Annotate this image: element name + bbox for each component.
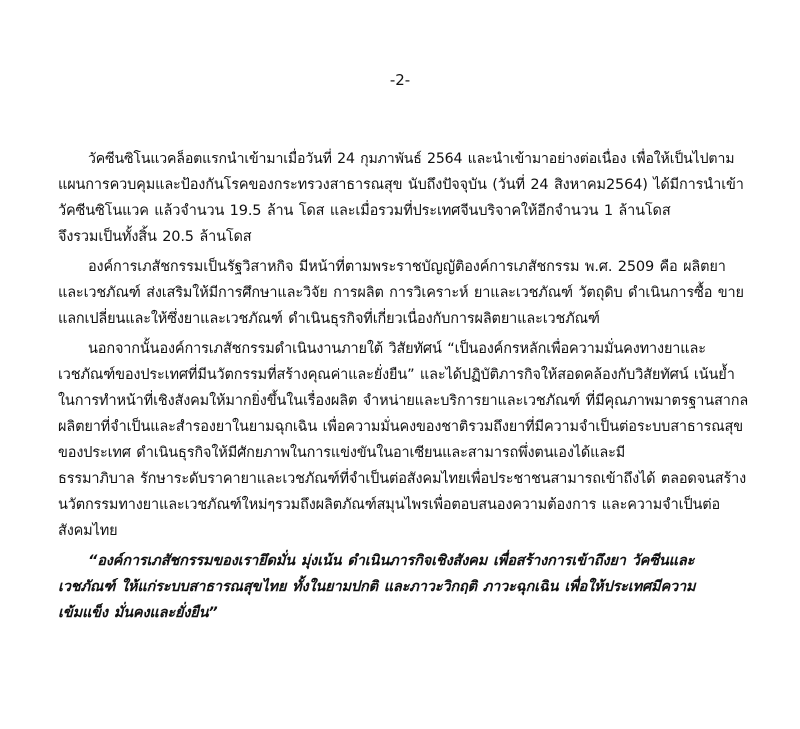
text-line: ของประเทศ ดำเนินธุรกิจให้มีศักยภาพในการแข่งขันในอาเซียนและสามารถพึ่งตนเองได้และมี <box>58 445 626 461</box>
paragraph-gpo-vision <box>58 336 764 544</box>
text-line: นวัตกรรมทางยาและเวชภัณฑ์ใหม่ๆรวมถึงผลิตภัณฑ์สมุนไพรเพื่อตอบสนองความต้องการ และความจำเป็นต่อ <box>58 497 721 513</box>
mission-quote <box>58 548 764 626</box>
text-line: ธรรมาภิบาล รักษาระดับราคายาและเวชภัณฑ์ที่จำเป็นต่อสังคมไทยเพื่อประชาชนสามารถเข้าถึงได้ ตลอดจนสร้าง <box>58 471 747 487</box>
text-line: วัคซีนซิโนแวค แล้วจำนวน 19.5 ล้าน โดส และเมื่อรวมที่ประเทศจีนบริจาคให้อีกจำนวน 1 ล้านโดส <box>58 203 671 219</box>
text-line: และเวชภัณฑ์ ส่งเสริมให้มีการศึกษาและวิจัย การผลิต การวิเคราะห์ ยาและเวชภัณฑ์ วัตถุดิบ ดำเนินการซื้อ ขาย <box>58 285 744 301</box>
text-line: องค์การเภสัชกรรมเป็นรัฐวิสาหกิจ มีหน้าที่ตามพระราชบัญญัติองค์การเภสัชกรรม พ.ศ. 2509 คือ ผลิตยา <box>88 259 726 275</box>
text-line: นอกจากนั้นองค์การเภสัชกรรมดำเนินงานภายใต้ วิสัยทัศน์ “เป็นองค์กรหลักเพื่อความมั่นคงทางยาและ <box>88 341 706 357</box>
text-line: แลกเปลี่ยนและให้ซึ่งยาและเวชภัณฑ์ ดำเนินธุรกิจที่เกี่ยวเนื่องกับการผลิตยาและเวชภัณฑ์ <box>58 311 600 327</box>
text-line: แผนการควบคุมและป้องกันโรคของกระทรวงสาธารณสุข นับถึงปัจจุบัน (วันที่ 24 สิงหาคม2564) ได้มีการนำเข้า <box>58 177 744 193</box>
text-line: ผลิตยาที่จำเป็นและสำรองยาในยามฉุกเฉิน เพื่อความมั่นคงของชาติรวมถึงยาที่มีความจำเป็นต่อระบบสาธารณสุข <box>58 419 743 435</box>
quote-line: เวชภัณฑ์ ให้แก่ระบบสาธารณสุขไทย ทั้งในยามปกติ และภาวะวิกฤติ ภาวะฉุกเฉิน เพื่อให้ประเทศมีความ <box>58 579 696 595</box>
text-line: ในการทำหน้าที่เชิงสังคมให้มากยิ่งขึ้นในเรื่องผลิต จำหน่ายและบริการยาและเวชภัณฑ์ ที่มีคุณภาพมาตรฐานสากล <box>58 393 749 409</box>
text-line: เวชภัณฑ์ของประเทศที่มีนวัตกรรมที่สร้างคุณค่าและยั่งยืน” และได้ปฏิบัติภารกิจให้สอดคล้องกับวิสัยทัศน์ เน้นย้ำ <box>58 367 735 383</box>
quote-line: “องค์การเภสัชกรรมของเรายึดมั่น มุ่งเน้น ดำเนินภารกิจเชิงสังคม เพื่อสร้างการเข้าถึงยา วัคซีนและ <box>88 553 695 569</box>
paragraph-gpo-duties <box>58 254 764 332</box>
text-line: วัคซีนซิโนแวคล็อตแรกนำเข้ามาเมื่อวันที่ 24 กุมภาพันธ์ 2564 และนำเข้ามาอย่างต่อเนื่อง เพื่อให้เป็นไปตาม <box>88 151 735 167</box>
text-line: จึงรวมเป็นทั้งสิ้น 20.5 ล้านโดส <box>58 229 252 245</box>
paragraph-vaccine-import <box>58 146 764 250</box>
quote-line: เข้มแข็ง มั่นคงและยั่งยืน” <box>58 605 218 621</box>
document-body <box>58 146 764 626</box>
text-line: สังคมไทย <box>58 523 118 539</box>
page-number: -2- <box>389 71 411 89</box>
